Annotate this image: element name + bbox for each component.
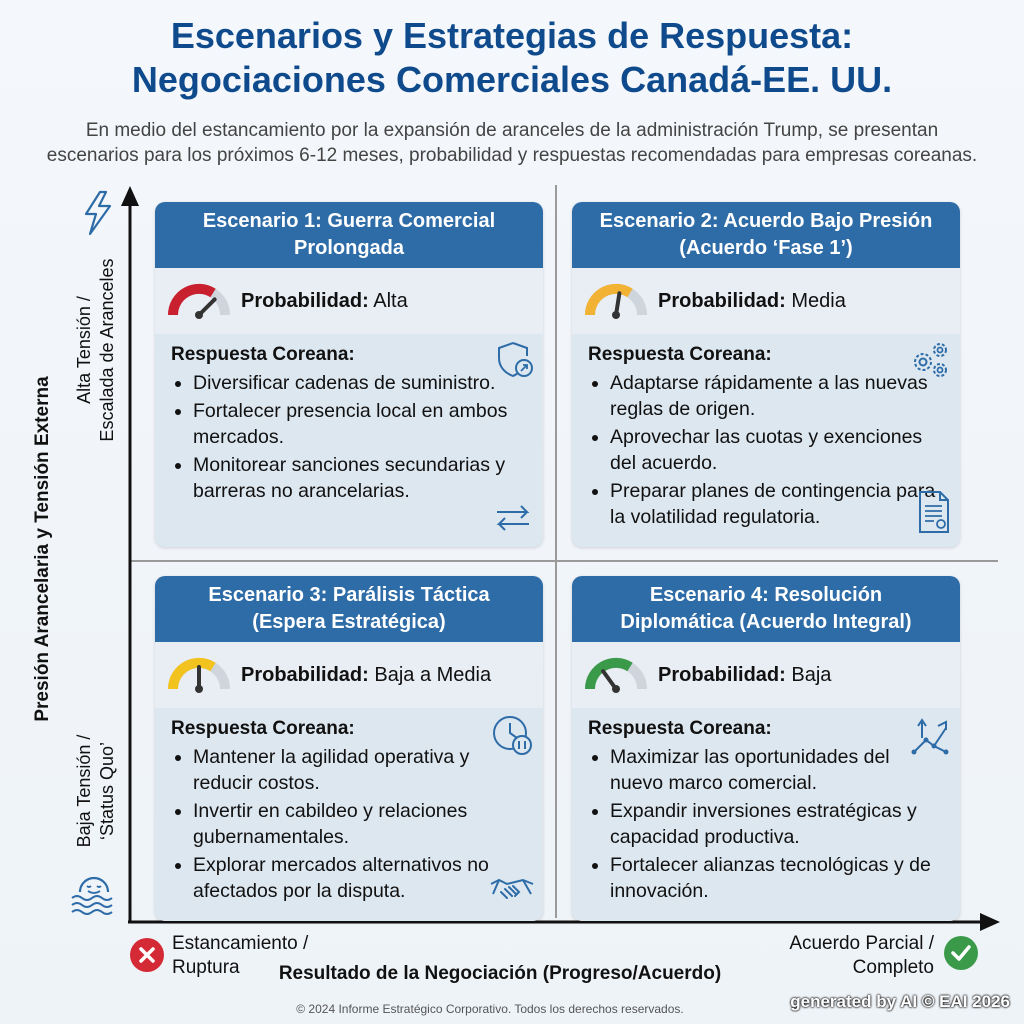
y-axis-arrow	[121, 186, 139, 206]
probability-value: Media	[791, 289, 846, 312]
response-item: • Adaptarse rápidamente a las nuevas reglas de origen.	[610, 370, 944, 422]
subtitle-line-2: escenarios para los próximos 6-12 meses, probabilidad y respuestas recomendadas para empresas coreanas.	[46, 145, 978, 166]
probability-row	[155, 268, 543, 334]
probability-row	[155, 642, 543, 708]
x-left-line-2: Ruptura	[172, 957, 240, 978]
probability-text	[658, 290, 846, 313]
growth-network-icon	[908, 714, 952, 763]
calm-wave-icon	[72, 878, 112, 914]
y-axis-high-label	[73, 258, 119, 441]
clock-pause-icon	[491, 714, 535, 763]
probability-text	[241, 290, 408, 313]
response-title: Respuesta Coreana:	[171, 344, 355, 365]
response-list	[171, 744, 527, 904]
x-axis-arrow	[980, 913, 1000, 931]
probability-text	[241, 664, 491, 687]
response-item: • Expandir inversiones estratégicas y capacidad productiva.	[610, 798, 944, 850]
y-high-line-1: Alta Tensión /	[74, 296, 94, 404]
y-axis-title: Presión Arancelaria y Tensión Externa	[32, 376, 53, 722]
probability-value: Baja	[791, 663, 832, 686]
scenario-title-line-1: Escenario 4: Resolución	[649, 584, 883, 606]
title-line-1: Escenarios y Estrategias de Respuesta:	[170, 15, 854, 56]
response-title: Respuesta Coreana:	[588, 718, 772, 739]
response-item: • Invertir en cabildeo y relaciones gubernamentales.	[193, 798, 527, 850]
probability-row	[572, 268, 960, 334]
scenario-card-3	[155, 576, 543, 921]
scenario-title	[155, 576, 543, 642]
scenario-title-line-1: Escenario 2: Acuerdo Bajo Presión	[599, 210, 933, 232]
response-list	[588, 744, 944, 904]
response-title: Respuesta Coreana:	[588, 344, 772, 365]
y-axis-low-label	[73, 735, 119, 848]
scenario-title-line-1: Escenario 1: Guerra Comercial	[202, 210, 496, 232]
response-list	[171, 370, 527, 504]
x-right-line-1: Acuerdo Parcial /	[789, 933, 934, 954]
watermark: generated by AI © EAI 2026	[790, 992, 1010, 1011]
response-list	[588, 370, 944, 530]
exchange-arrows-icon	[491, 500, 535, 539]
lightning-icon	[86, 192, 110, 234]
probability-text	[658, 664, 831, 687]
gears-icon	[908, 340, 952, 385]
shield-icon	[495, 340, 535, 385]
x-right-line-2: Completo	[852, 957, 934, 978]
scenario-card-2	[572, 202, 960, 547]
response-item: • Aprovechar las cuotas y exenciones del acuerdo.	[610, 424, 944, 476]
scenario-card-1	[155, 202, 543, 547]
probability-row	[572, 642, 960, 708]
response-item: • Fortalecer alianzas tecnológicas y de innovación.	[610, 852, 944, 904]
probability-gauge-icon	[582, 279, 658, 324]
probability-gauge-icon	[165, 653, 241, 698]
x-axis-title: Resultado de la Negociación (Progreso/Acuerdo)	[278, 963, 722, 984]
handshake-icon	[489, 874, 535, 913]
subtitle-line-1: En medio del estancamiento por la expansión de aranceles de la administración Trump, se presentan	[85, 120, 939, 141]
scenario-title-line-2: (Acuerdo ‘Fase 1’)	[679, 237, 853, 259]
probability-label: Probabilidad:	[658, 663, 786, 686]
response-item: • Monitorear sanciones secundarias y barreras no arancelarias.	[193, 452, 527, 504]
check-mark-icon	[944, 936, 978, 970]
scenario-title-line-2: Prolongada	[293, 237, 404, 259]
y-low-line-1: Baja Tensión /	[74, 734, 94, 848]
y-low-line-2: ‘Status Quo’	[97, 741, 117, 841]
probability-gauge-icon	[165, 279, 241, 324]
probability-label: Probabilidad:	[658, 289, 786, 312]
scenario-title-line-2: (Espera Estratégica)	[252, 611, 446, 633]
response-item: • Preparar planes de contingencia para la volatilidad regulatoria.	[610, 478, 944, 530]
response-section	[572, 708, 960, 904]
x-left-line-1: Estancamiento /	[172, 933, 309, 954]
response-item: • Maximizar las oportunidades del nuevo marco comercial.	[610, 744, 944, 796]
x-axis-right-label	[789, 932, 934, 980]
probability-value: Alta	[373, 289, 408, 312]
scenario-title-line-1: Escenario 3: Parálisis Táctica	[208, 584, 490, 606]
response-section	[155, 334, 543, 504]
response-title: Respuesta Coreana:	[171, 718, 355, 739]
response-section	[155, 708, 543, 904]
probability-value: Baja a Media	[374, 663, 492, 686]
scenario-title-line-2: Diplomática (Acuerdo Integral)	[620, 611, 912, 633]
y-high-line-2: Escalada de Aranceles	[97, 258, 117, 442]
footer-copyright: © 2024 Informe Estratégico Corporativo. Todos los derechos reservados.	[296, 1002, 684, 1016]
response-item: • Diversificar cadenas de suministro.	[193, 370, 527, 396]
response-item: • Fortalecer presencia local en ambos mercados.	[193, 398, 527, 450]
response-item: • Explorar mercados alternativos no afectados por la disputa.	[193, 852, 527, 904]
probability-label: Probabilidad:	[241, 663, 369, 686]
response-section	[572, 334, 960, 530]
response-item: • Mantener la agilidad operativa y reducir costos.	[193, 744, 527, 796]
probability-gauge-icon	[582, 653, 658, 698]
title-line-2: Negociaciones Comerciales Canadá-EE. UU.	[131, 59, 893, 100]
probability-label: Probabilidad:	[241, 289, 369, 312]
scenario-title	[572, 576, 960, 642]
x-mark-icon	[130, 938, 164, 972]
scenario-title	[572, 202, 960, 268]
document-icon	[916, 490, 952, 539]
scenario-card-4	[572, 576, 960, 921]
scenario-title	[155, 202, 543, 268]
